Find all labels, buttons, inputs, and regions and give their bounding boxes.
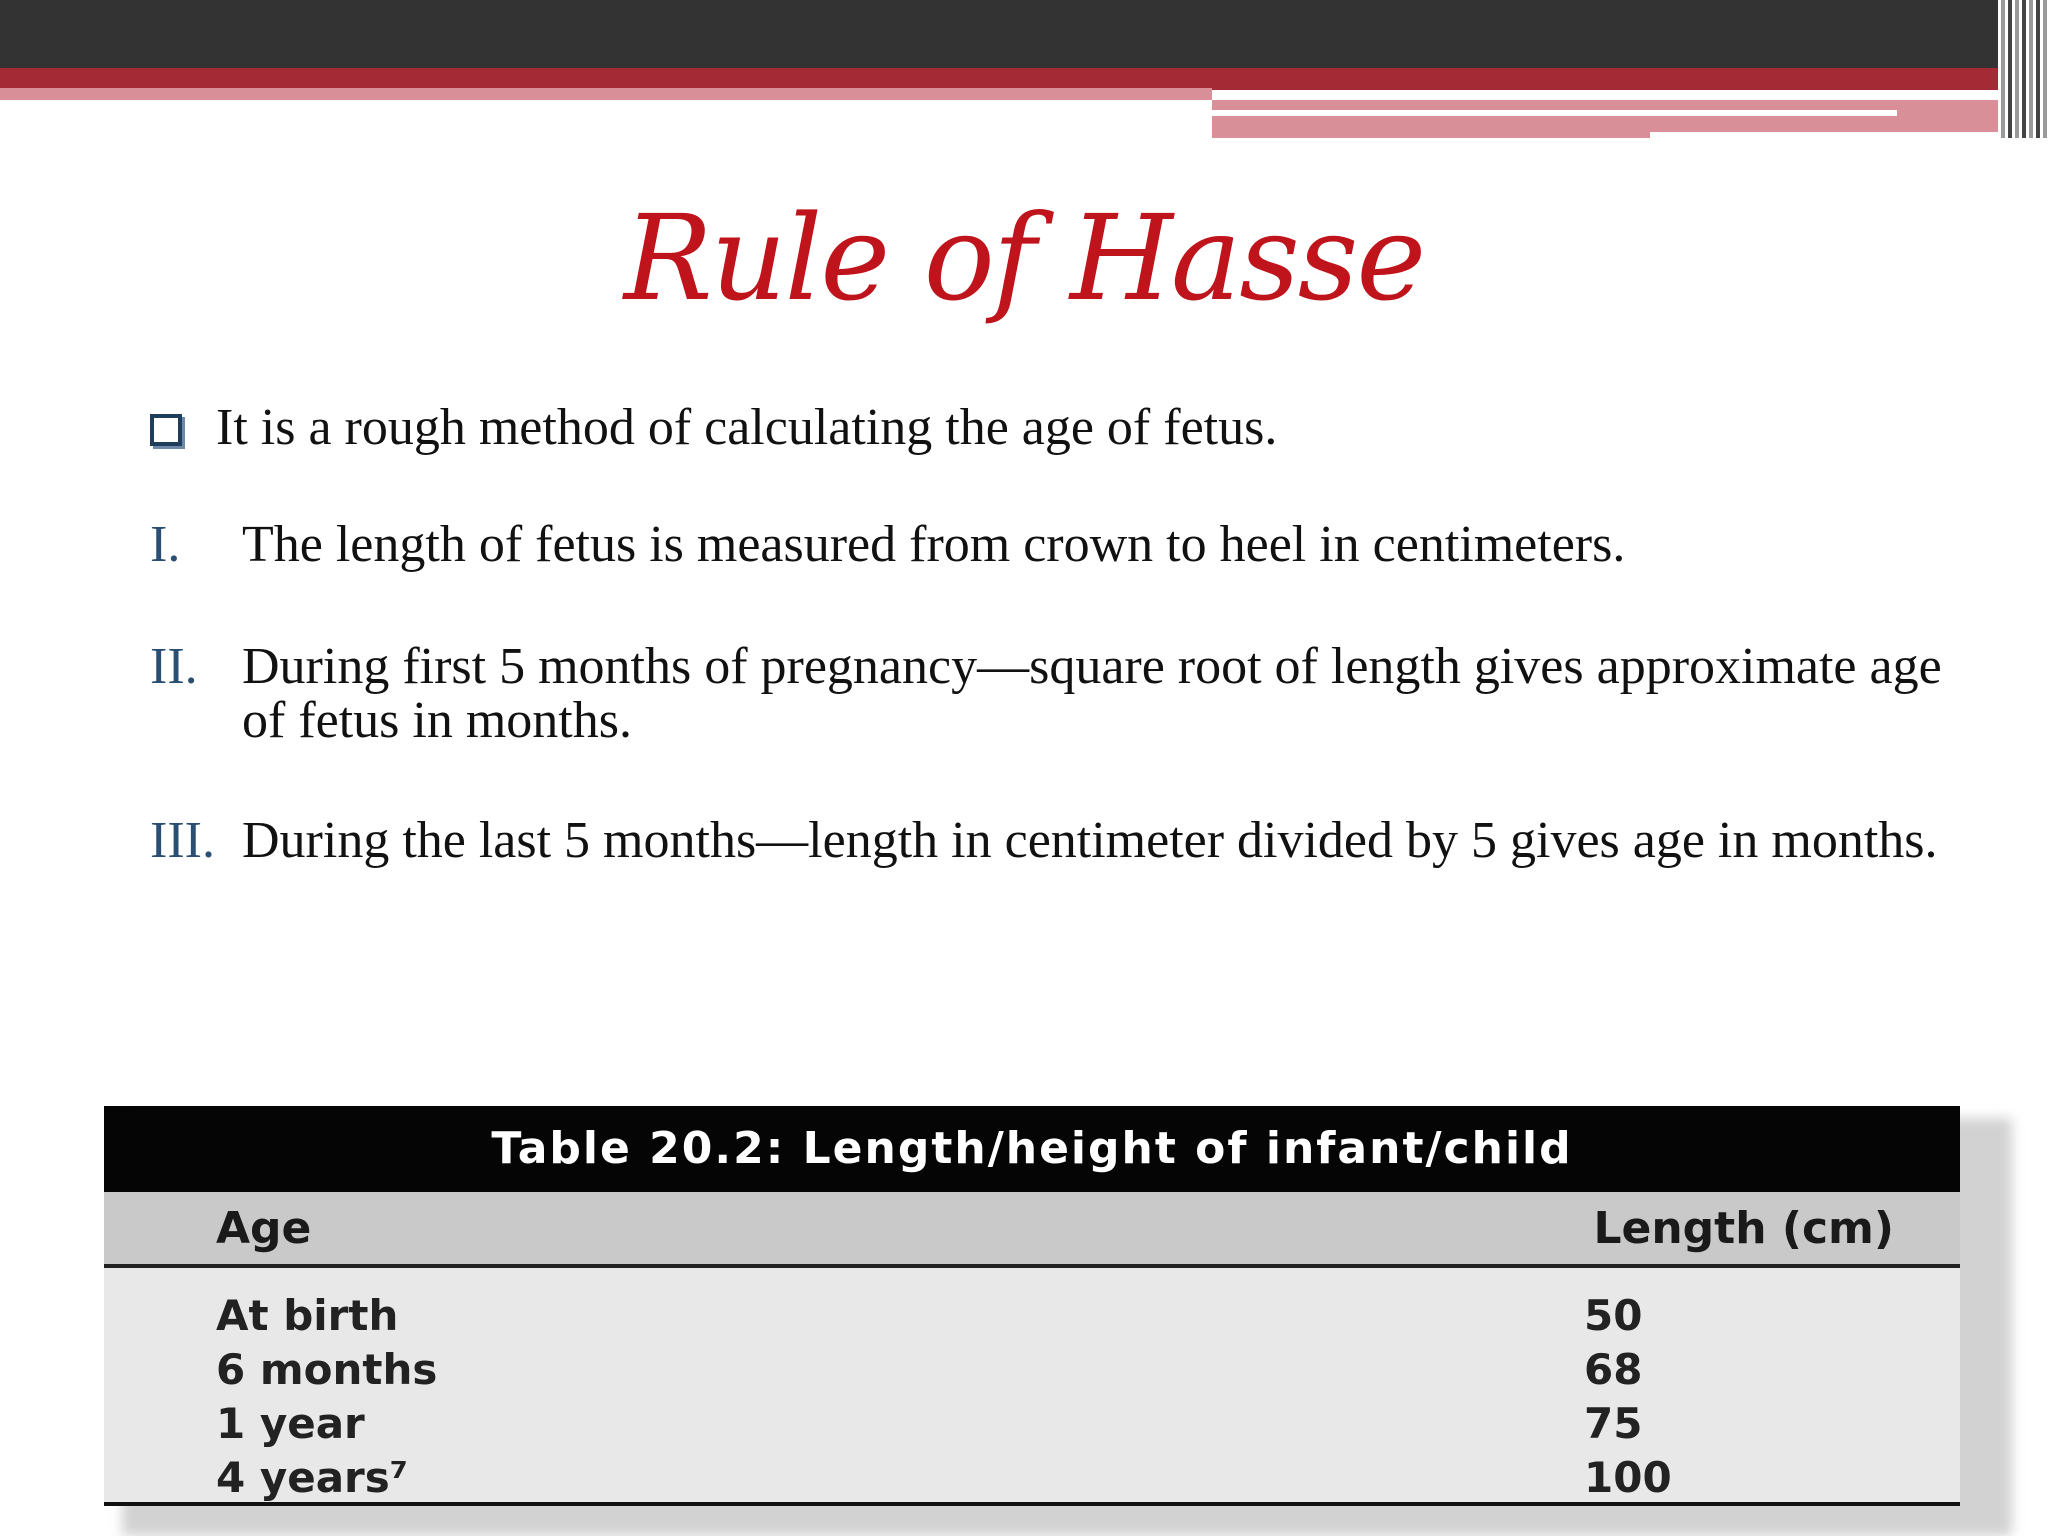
- table-body: [104, 1268, 1960, 1504]
- list-item: [150, 518, 1962, 572]
- list-item-numeral: II.: [150, 638, 198, 695]
- cell-age: At birth: [216, 1290, 399, 1340]
- cell-length: 75: [1584, 1398, 1643, 1448]
- table-row: [104, 1450, 1960, 1504]
- slide-header-line: [1212, 110, 1897, 116]
- table-row: [104, 1288, 1960, 1342]
- list-item-text: During first 5 months of pregnancy—square root of length gives approximate age of fetus in months.: [242, 638, 1942, 749]
- slide-header-band: [0, 68, 2048, 90]
- cell-age: 4 years⁷: [216, 1452, 409, 1502]
- list-item-text: During the last 5 months—length in centimeter divided by 5 gives age in months.: [242, 812, 1938, 869]
- column-header-length: Length (cm): [1593, 1202, 1894, 1254]
- table-row: [104, 1396, 1960, 1450]
- list-item: [150, 814, 1962, 868]
- slide-header-band-pink: [0, 88, 1212, 100]
- slide-header-line-2: [1650, 132, 2048, 140]
- list-item-numeral: I.: [150, 516, 181, 573]
- intro-text: It is a rough method of calculating the age of fetus.: [216, 399, 1278, 456]
- cell-age: 6 months: [216, 1344, 438, 1394]
- checkbox-bullet-icon: [150, 414, 182, 446]
- list-item-numeral: III.: [150, 812, 215, 869]
- list-item: [150, 640, 1962, 748]
- table-header: [104, 1192, 1960, 1268]
- slide-edge-stripes: [1998, 0, 2048, 138]
- cell-age: 1 year: [216, 1398, 365, 1448]
- slide-header-bar: [0, 0, 2048, 68]
- slide-title: Rule of Hasse: [623, 189, 1425, 327]
- table-caption: Table 20.2: Length/height of infant/child: [104, 1106, 1960, 1192]
- list-item-text: The length of fetus is measured from crown to heel in centimeters.: [242, 516, 1626, 573]
- length-table: [104, 1106, 1960, 1506]
- cell-length: 50: [1584, 1290, 1643, 1340]
- intro-bullet: [150, 398, 1277, 458]
- cell-length: 68: [1584, 1344, 1643, 1394]
- table-row: [104, 1342, 1960, 1396]
- cell-length: 100: [1584, 1452, 1672, 1502]
- column-header-age: Age: [216, 1202, 312, 1254]
